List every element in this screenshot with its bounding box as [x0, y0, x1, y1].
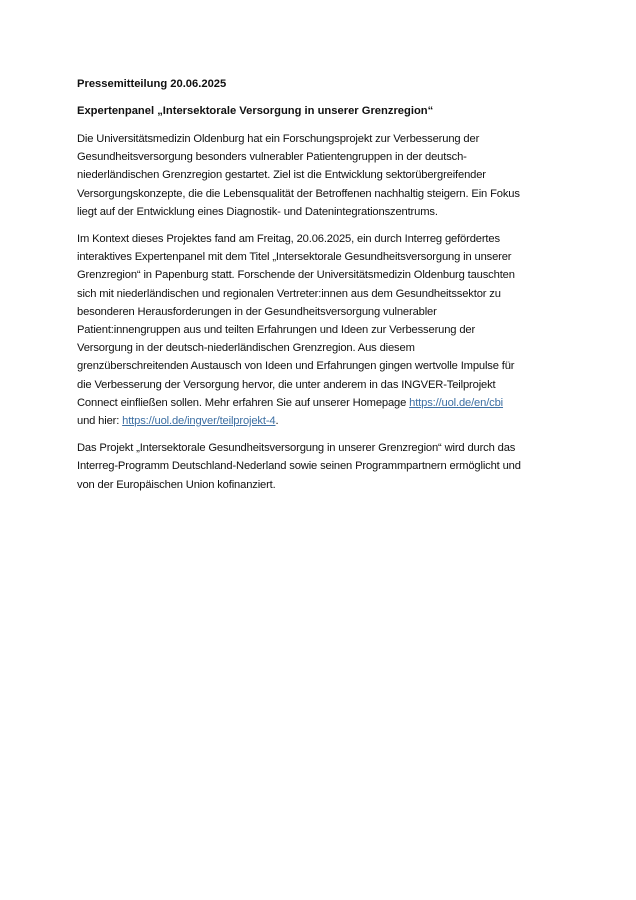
text-line: Patient:innengruppen aus und teilten Erfahrungen und Ideen zur Verbesserung der [77, 324, 476, 337]
text-segment: . [275, 415, 279, 428]
text-line: von der Europäischen Union kofinanziert. [77, 478, 276, 491]
text-segment: Connect einfließen sollen. Mehr erfahren Sie auf unserer Homepage [77, 396, 410, 409]
text-line: besonderen Herausforderungen in der Gesundheitsversorgung vulnerabler [77, 305, 437, 318]
text-line: Das Projekt „Intersektorale Gesundheitsversorgung in unserer Grenzregion“ wird durch das [77, 442, 516, 455]
text-line: niederländischen Grenzregion gestartet. Ziel ist die Entwicklung sektorübergreifender [77, 169, 486, 182]
text-line: Versorgungskonzepte, die die Lebensqualität der Betroffenen nachhaltig steigern. Ein Fokus [77, 187, 520, 200]
text-line [77, 412, 578, 430]
text-line [77, 394, 578, 412]
press-release-date: Pressemitteilung 20.06.2025 [77, 78, 227, 90]
text-line: interaktives Expertenpanel mit dem Titel „Intersektorale Gesundheitsversorgung in unserer [77, 251, 512, 264]
text-line: Interreg-Programm Deutschland-Nederland sowie seinen Programmpartnern ermöglicht und [77, 460, 521, 473]
text-line: Versorgung in der deutsch-niederländischen Grenzregion. Aus diesem [77, 342, 415, 355]
paragraph-event [77, 230, 578, 430]
text-line: grenzüberschreitenden Austausch von Ideen und Erfahrungen gingen wertvolle Impulse für [77, 360, 515, 373]
text-line: sich mit niederländischen und regionalen Vertreter:innen aus dem Gesundheitssektor zu [77, 287, 501, 300]
paragraph-funding [77, 439, 578, 494]
text-line: Grenzregion“ in Papenburg statt. Forschende der Universitätsmedizin Oldenburg tauschten [77, 269, 515, 282]
teilprojekt-link[interactable]: https://uol.de/ingver/teilprojekt-4 [122, 415, 276, 428]
text-line: liegt auf der Entwicklung eines Diagnostik- und Datenintegrationszentrums. [77, 205, 438, 218]
paragraph-intro [77, 130, 578, 221]
text-line: die Verbesserung der Versorgung hervor, die unter anderem in das INGVER-Teilprojekt [77, 378, 496, 391]
text-segment: und hier: [77, 415, 123, 428]
text-line: Gesundheitsversorgung besonders vulnerabler Patientengruppen in der deutsch- [77, 151, 467, 164]
document-title: Expertenpanel „Intersektorale Versorgung in unserer Grenzregion“ [77, 105, 434, 117]
cbi-link[interactable]: https://uol.de/en/cbi [409, 396, 504, 409]
text-line: Die Universitätsmedizin Oldenburg hat ein Forschungsprojekt zur Verbesserung der [77, 133, 480, 145]
text-line: Im Kontext dieses Projektes fand am Freitag, 20.06.2025, ein durch Interreg gefördertes [77, 233, 500, 246]
